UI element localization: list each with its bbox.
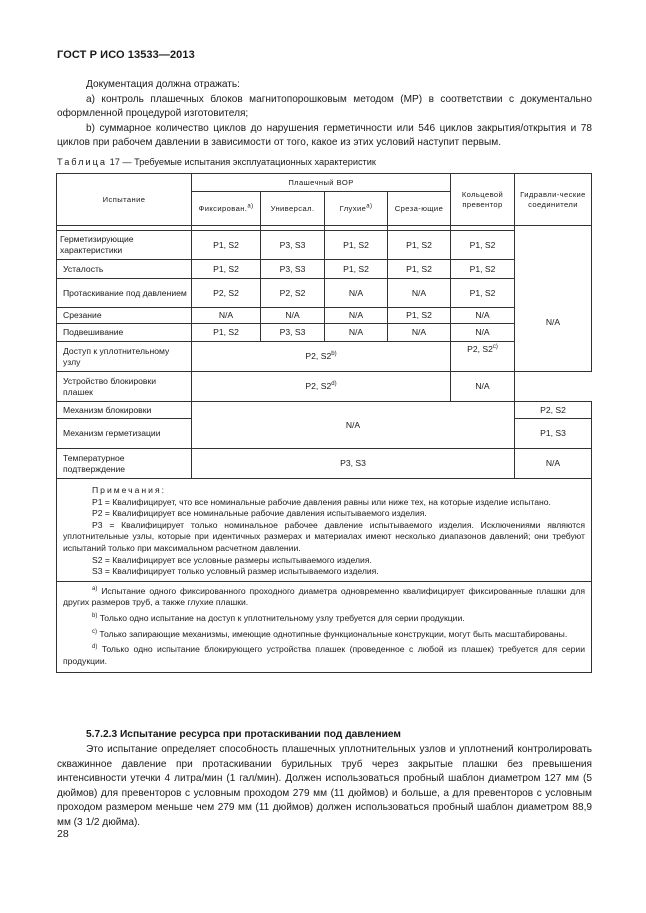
intro-item-b: b) суммарное количество циклов до нарушения герметичности или 546 циклов закрытия/открытия и 78 циклов при рабочем давлении в зависимости от того, какое из этих условий наступит первым. — [57, 122, 592, 148]
header-test: Испытание — [57, 174, 192, 226]
table-row: Механизм блокировки N/A P2, S2 — [57, 402, 592, 419]
table-notes: Примечания: P1 = Квалифицирует, что все номинальные рабочие давления равны или ниже тех, на которые изделие испытано. P2 = Квалифицирует все номинальные рабочие давления испытываемого изделия. P3 = Квалифицирует только номинальное рабочее давление испытываемого изделия. Исключениями являются уплотнительные узлы, которые при идентичных размерах и материалах имеют несколько диапазонов давлений; они требуют испытаний только при максимальном расчетном давлении. S2 = Квалифицирует все условные размеры испытываемого изделия. S3 = Квалифицирует только условный размер испытываемого изделия. — [57, 479, 592, 582]
table-row: Усталость P1, S2 P3, S3 P1, S2 P1, S2 P1, S2 — [57, 260, 592, 279]
table-row: Протаскивание под давлением P2, S2 P2, S2 N/A N/A P1, S2 — [57, 279, 592, 308]
table-row: Механизм герметизации P1, S3 — [57, 419, 592, 449]
table-row: Срезание N/A N/A N/A P1, S2 N/A — [57, 308, 592, 324]
intro-line: Документация должна отражать: — [86, 79, 240, 90]
intro-block — [57, 78, 592, 151]
header-hydraulic: Гидравли-ческие соединители — [515, 174, 592, 226]
header-blind: Глухие$^{а)}$ — [325, 192, 388, 226]
table-notes-row — [57, 479, 592, 582]
page-number: 28 — [57, 828, 69, 840]
table-caption-prefix: Таблица — [57, 157, 108, 167]
table-footnotes-row — [57, 581, 592, 673]
section-heading: 5.7.2.3 Испытание ресурса при протаскивании под давлением — [86, 729, 401, 740]
table-row: Подвешивание P1, S2 P3, S3 N/A N/A N/A — [57, 324, 592, 342]
requirements-table — [56, 173, 592, 673]
document-header: ГОСТ Р ИСО 13533—2013 — [57, 49, 195, 61]
table-caption — [57, 157, 376, 167]
header-annular: Кольцевой превентор — [451, 174, 515, 226]
intro-item-a: а) контроль плашечных блоков магнитопорошковым методом (МР) в соответствии с документально оформленной процедурой изготовителя; — [57, 93, 592, 119]
table-footnotes: $^{а)}$ Испытание одного фиксированного проходного диаметра одновременно квалифицирует фиксированные плашки для других размеров труб, а также глухие плашки. $^{b)}$ Только одно испытание на доступ к уплотнительному узлу требуется для серии продукции. $^{c)}$ Только запирающие механизмы, имеющие однотипные функциональные конструкции, могут быть масштабированы. $^{d)}$ Только одно испытание блокирующего устройства плашек (проведенное с любой из плашек) требуется для серии продукции. — [57, 581, 592, 673]
header-universal: Универсал. — [261, 192, 325, 226]
header-fixed: Фиксирован.$^{а)}$ — [192, 192, 261, 226]
table-row: Температурное подтверждение P3, S3 N/A — [57, 449, 592, 479]
section-body-block — [57, 743, 592, 830]
hydraulic-na: N/A — [515, 226, 592, 372]
table-caption-text: 17 — Требуемые испытания эксплуатационных характеристик — [107, 157, 376, 167]
table-row: Герметизирующие характеристики P1, S2 P3, S3 P1, S2 P1, S2 P1, S2 — [57, 231, 592, 260]
header-ram-bop: Плашечный BOP — [192, 174, 451, 192]
table-row: Устройство блокировки плашек P2, S2$^{d)}$ N/A — [57, 372, 592, 402]
table-row: Доступ к уплотнительному узлу P2, S2$^{b)}$ P2, S2$^{c)}$ — [57, 342, 592, 372]
header-shear: Среза-ющие — [388, 192, 451, 226]
section-body: Это испытание определяет способность плашечных уплотнительных узлов и уплотнений контролировать скважинное давление при протаскивании бурильных труб через закрытые плашки без превышения интенсивности утечки 4 литра/мин (1 гал/мин). Должен использоваться пробный шаблон диаметром 127 мм (5 дюймов) для превенторов с условным проходом 279 мм (11 дюймов) и больше, а для превенторов с условным проходом размером меньше чем 279 мм (11 дюймов) должен использоваться пробный шаблон диаметром 88,9 мм (3 1/2 дюйма). — [57, 744, 592, 828]
